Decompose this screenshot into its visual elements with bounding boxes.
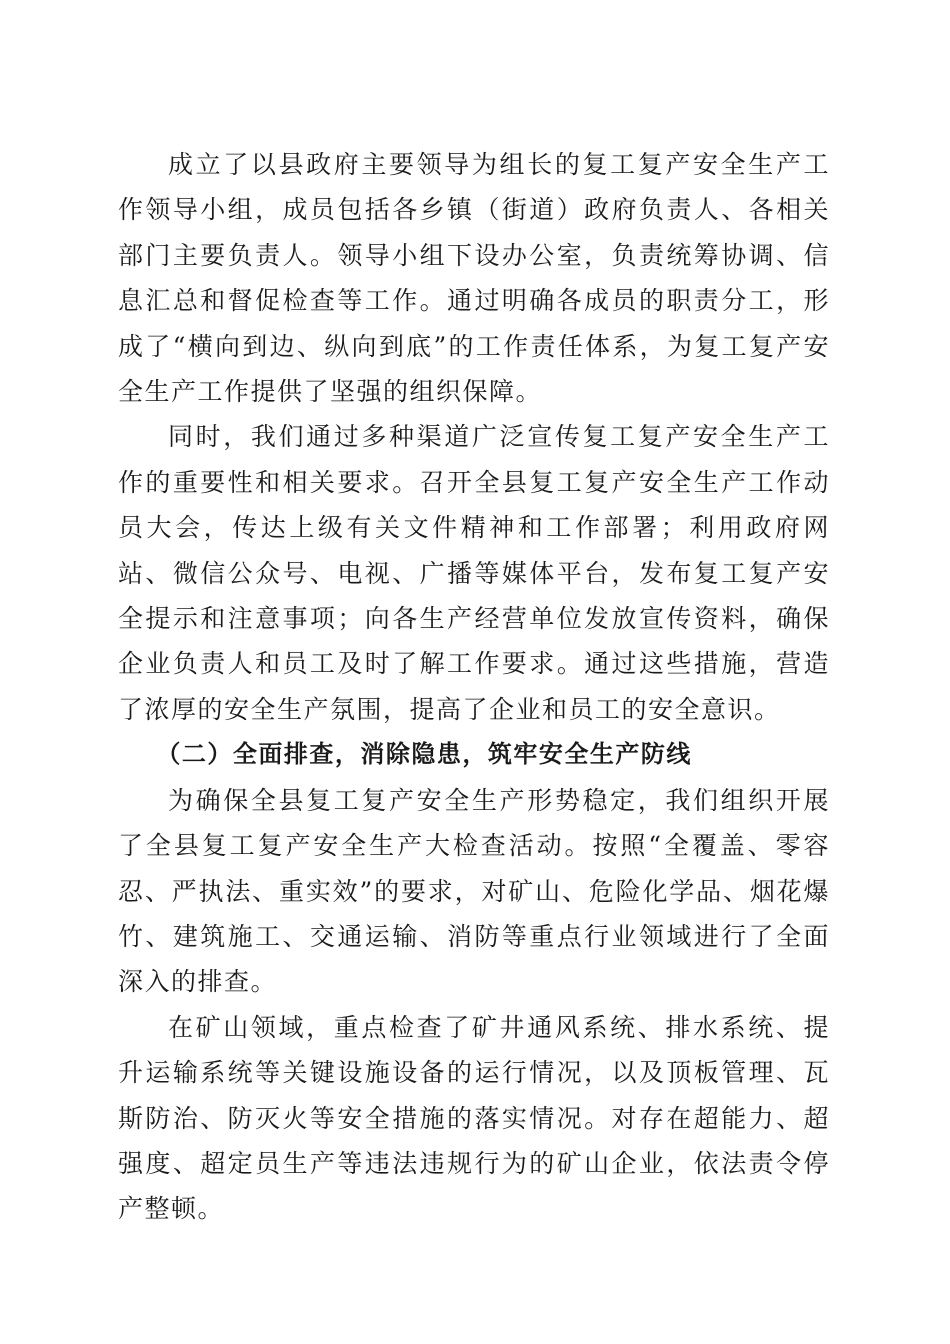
document-body: [118, 142, 830, 1232]
paragraph-publicity: 同时，我们通过多种渠道广泛宣传复工复产安全生产工作的重要性和相关要求。召开全县复工复产安全生产工作动员大会，传达上级有关文件精神和工作部署；利用政府网站、微信公众号、电视、广播等媒体平台，发布复工复产安全提示和注意事项；向各生产经营单位发放宣传资料，确保企业负责人和员工及时了解工作要求。通过这些措施，营造了浓厚的安全生产氛围，提高了企业和员工的安全意识。: [118, 422, 830, 724]
paragraph-mining: 在矿山领域，重点检查了矿井通风系统、排水系统、提升运输系统等关键设施设备的运行情况，以及顶板管理、瓦斯防治、防灭火等安全措施的落实情况。对存在超能力、超强度、超定员生产等违法违规行为的矿山企业，依法责令停产整顿。: [118, 1012, 830, 1224]
paragraph-leadership-group: 成立了以县政府主要领导为组长的复工复产安全生产工作领导小组，成员包括各乡镇（街道）政府负责人、各相关部门主要负责人。领导小组下设办公室，负责统筹协调、信息汇总和督促检查等工作。通过明确各成员的职责分工，形成了“横向到边、纵向到底”的工作责任体系，为复工复产安全生产工作提供了坚强的组织保障。: [118, 150, 830, 407]
paragraph-inspection: 为确保全县复工复产安全生产形势稳定，我们组织开展了全县复工复产安全生产大检查活动。按照“全覆盖、零容忍、严执法、重实效”的要求，对矿山、危险化学品、烟花爆竹、建筑施工、交通运输、消防等重点行业领域进行了全面深入的排查。: [118, 785, 830, 997]
section-heading: （二）全面排查，消除隐患，筑牢安全生产防线: [156, 740, 692, 769]
